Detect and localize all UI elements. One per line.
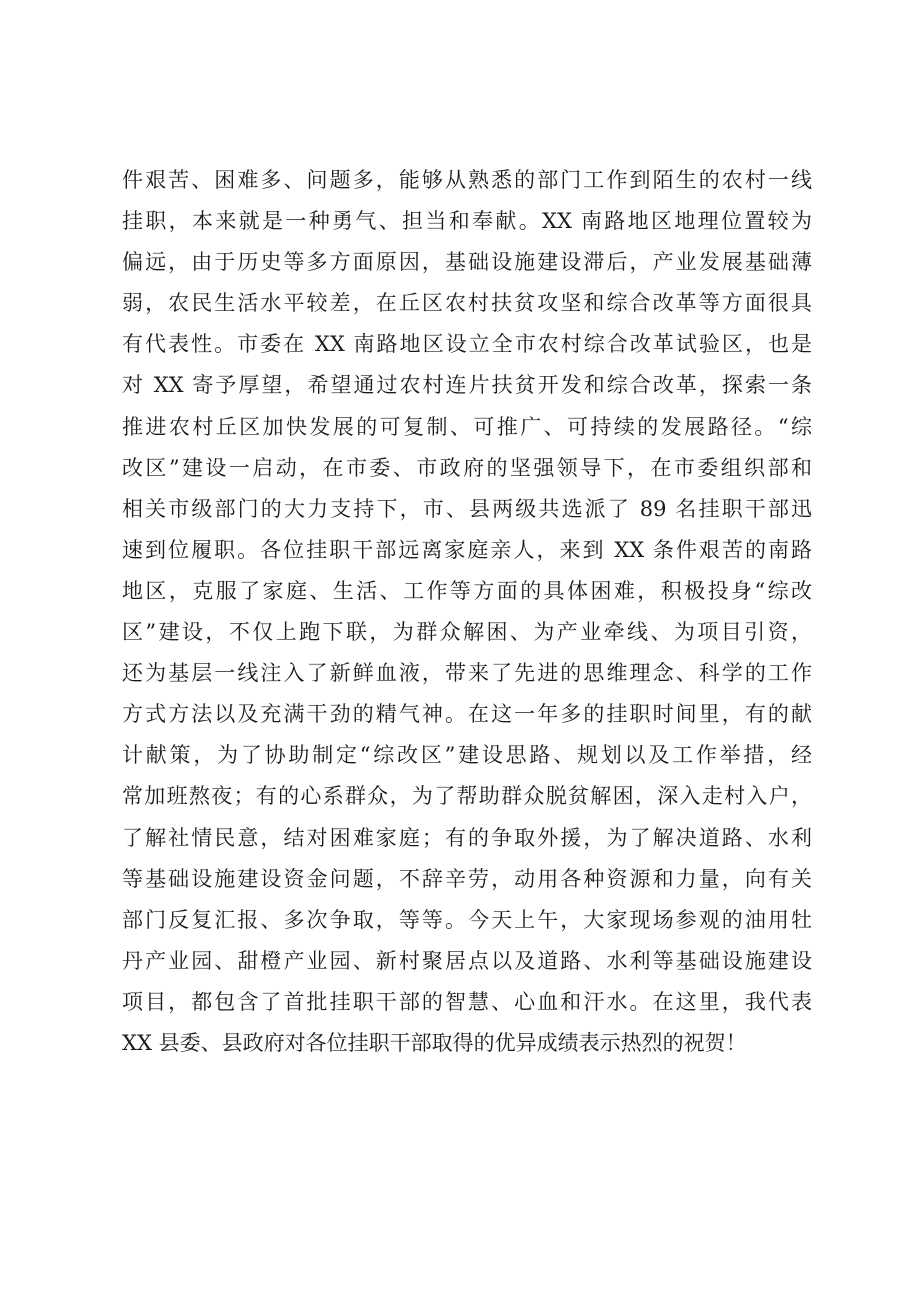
- text-line-13: 还为基层一线注入了新鲜血液，带来了先进的思维理念、科学的工作: [122, 661, 812, 686]
- text-line-15: 计献策，为了协助制定“综改区”建设思路、规划以及工作举措，经: [122, 743, 812, 768]
- text-line-10: 速到位履职。各位挂职干部远离家庭亲人，来到 XX 条件艰苦的南路: [122, 537, 812, 562]
- text-line-22: XX 县委、县政府对各位挂职干部取得的优异成绩表示热烈的祝贺！: [122, 1030, 747, 1055]
- text-line-21: 项目，都包含了首批挂职干部的智慧、心血和汗水。在这里，我代表: [122, 989, 812, 1014]
- text-line-6: 对 XX 寄予厚望，希望通过农村连片扶贫开发和综合改革，探索一条: [122, 373, 812, 398]
- text-line-3: 偏远，由于历史等多方面原因，基础设施建设滞后，产业发展基础薄: [122, 250, 812, 275]
- text-line-2: 挂职，本来就是一种勇气、担当和奉献。XX 南路地区地理位置较为: [122, 209, 812, 234]
- text-line-20: 丹产业园、甜橙产业园、新村聚居点以及道路、水利等基础设施建设: [122, 948, 812, 973]
- body-paragraph: [122, 160, 812, 1064]
- text-line-9: 相关市级部门的大力支持下，市、县两级共选派了 89 名挂职干部迅: [122, 496, 812, 521]
- text-line-17: 了解社情民意，结对困难家庭；有的争取外援，为了解决道路、水利: [122, 825, 812, 850]
- text-line-8: 改区”建设一启动，在市委、市政府的坚强领导下，在市委组织部和: [122, 455, 812, 480]
- text-line-4: 弱，农民生活水平较差，在丘区农村扶贫攻坚和综合改革等方面很具: [122, 291, 812, 316]
- text-line-1: 件艰苦、困难多、问题多，能够从熟悉的部门工作到陌生的农村一线: [122, 168, 812, 192]
- text-line-19: 部门反复汇报、多次争取，等等。今天上午，大家现场参观的油用牡: [122, 907, 812, 932]
- text-line-5: 有代表性。市委在 XX 南路地区设立全市农村综合改革试验区，也是: [122, 332, 812, 357]
- text-line-14: 方式方法以及充满干劲的精气神。在这一年多的挂职时间里，有的献: [122, 702, 812, 727]
- text-line-11: 地区，克服了家庭、生活、工作等方面的具体困难，积极投身“综改: [122, 578, 812, 603]
- text-line-18: 等基础设施建设资金问题，不辞辛劳，动用各种资源和力量，向有关: [122, 866, 812, 891]
- text-line-12: 区”建设，不仅上跑下联，为群众解困、为产业牵线、为项目引资，: [122, 620, 812, 645]
- text-line-16: 常加班熬夜；有的心系群众，为了帮助群众脱贫解困，深入走村入户，: [122, 784, 812, 809]
- text-line-7: 推进农村丘区加快发展的可复制、可推广、可持续的发展路径。“综: [122, 414, 812, 439]
